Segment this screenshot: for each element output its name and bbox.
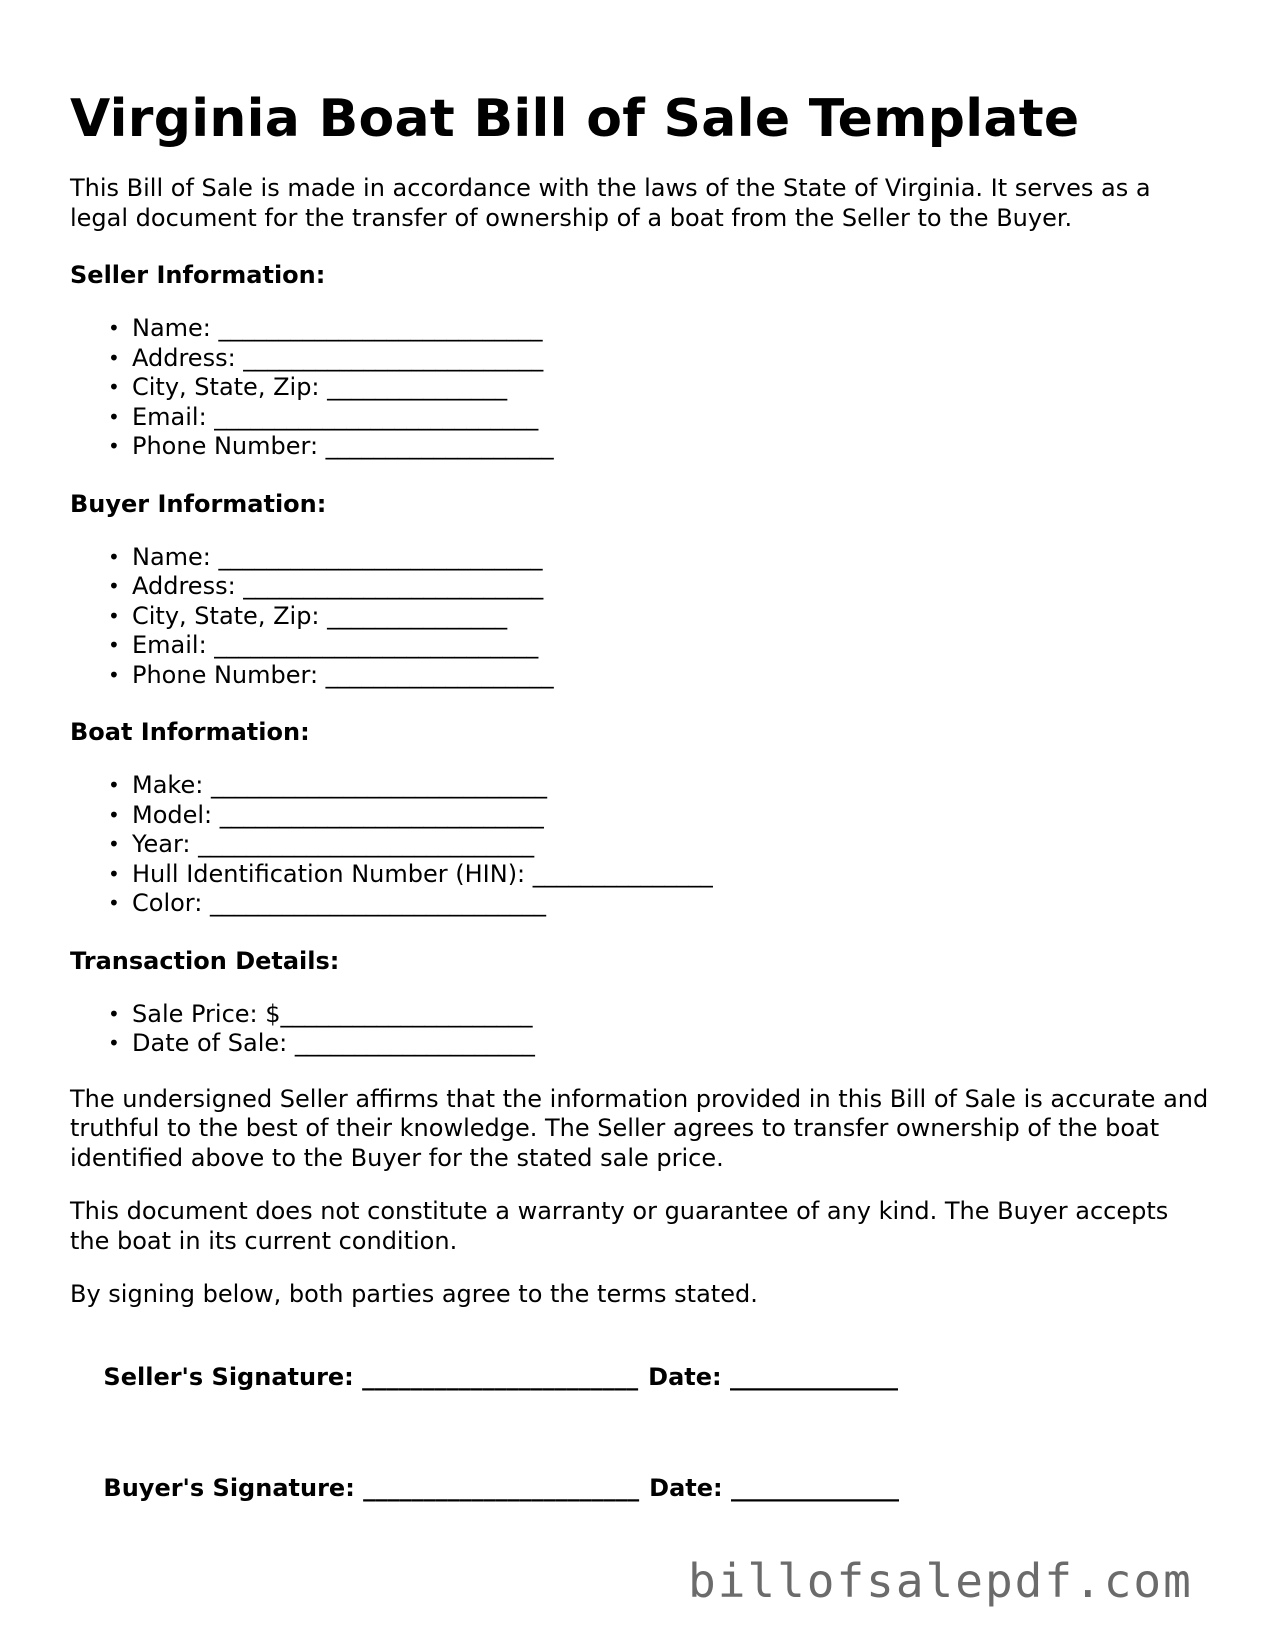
field-text: City, State, Zip: _______________ [132,601,508,630]
seller-address-field[interactable] [108,343,1210,374]
bullet-icon: • [108,891,120,915]
boat-color-field[interactable] [108,889,1210,919]
bullet-icon: • [108,802,120,827]
bullet-icon: • [108,603,120,628]
bullet-icon: • [108,404,120,429]
seller-section-heading: Seller Information: [70,261,326,289]
field-text: Color: ____________________________ [132,889,546,917]
affirmation-paragraph: The undersigned Seller affirms that the information provided in this Bill of Sale is accurate and truthful to the best of their knowledge. The Seller agrees to transfer ownership of the boat identified above to the Buyer for the stated sale price. [70,1084,1209,1172]
seller-email-field[interactable] [108,402,1210,433]
agreement-paragraph: By signing below, both parties agree to the terms stated. [70,1280,758,1308]
field-text: Hull Identification Number (HIN): _______________ [132,859,713,888]
buyer-phone-field[interactable] [108,660,1210,691]
seller-date-field[interactable]: Date: ______________ [648,1362,898,1391]
bullet-icon: • [108,1031,120,1055]
field-text: Model: ___________________________ [132,800,544,829]
buyer-address-field[interactable] [108,572,1210,602]
seller-name-field[interactable] [108,314,1210,344]
boat-model-field[interactable] [108,800,1210,831]
buyer-signature-field[interactable]: Buyer's Signature: _______________________ [103,1473,640,1502]
field-text: Email: ___________________________ [132,402,539,431]
field-text: Email: ___________________________ [132,631,539,659]
field-text: Sale Price: $_____________________ [132,999,533,1028]
bullet-icon: • [108,662,120,687]
seller-signature-line [70,1334,1210,1421]
transaction-field-list [70,1000,1210,1059]
seller-signature-field[interactable]: Seller's Signature: _______________________ [103,1362,639,1391]
boat-make-field[interactable] [108,771,1210,801]
buyer-email-field[interactable] [108,631,1210,661]
bullet-icon: • [108,345,120,370]
field-text: Address: _________________________ [132,572,544,600]
watermark: billofsalepdf.com [688,1554,1193,1608]
bullet-icon: • [108,773,120,797]
field-text: Address: _________________________ [132,343,544,372]
field-text: Phone Number: ___________________ [132,432,554,460]
sale-price-field[interactable] [108,999,1210,1030]
intro-paragraph: This Bill of Sale is made in accordance with the laws of the State of Virginia. It serves as a legal document for the transfer of ownership of a boat from the Seller to the Buyer. [70,174,1151,232]
field-text: Name: ___________________________ [132,542,543,571]
field-text: Year: ____________________________ [132,830,535,858]
bullet-icon: • [108,832,120,856]
field-text: Name: ___________________________ [132,314,543,342]
buyer-field-list [70,543,1210,691]
buyer-signature-line [70,1445,1210,1532]
boat-section-heading: Boat Information: [70,718,310,746]
field-text: Date of Sale: ____________________ [132,1029,535,1057]
field-text: City, State, Zip: _______________ [132,373,508,401]
bullet-icon: • [108,434,120,458]
field-text: Make: ____________________________ [132,771,547,799]
bullet-icon: • [108,1001,120,1026]
bill-of-sale-document [70,84,1210,1532]
bullet-icon: • [108,316,120,340]
page-title: Virginia Boat Bill of Sale Template [70,89,1080,149]
field-text: Phone Number: ___________________ [132,660,554,689]
buyer-date-field[interactable]: Date: ______________ [649,1473,899,1502]
bullet-icon: • [108,375,120,399]
seller-field-list [70,314,1210,462]
buyer-section-heading: Buyer Information: [70,489,327,518]
seller-phone-field[interactable] [108,432,1210,462]
date-of-sale-field[interactable] [108,1029,1210,1059]
bullet-icon: • [108,633,120,657]
buyer-city-state-zip-field[interactable] [108,601,1210,632]
bullet-icon: • [108,574,120,598]
boat-hin-field[interactable] [108,859,1210,890]
buyer-name-field[interactable] [108,542,1210,573]
transaction-section-heading: Transaction Details: [70,946,340,975]
boat-year-field[interactable] [108,830,1210,860]
bullet-icon: • [108,861,120,886]
bullet-icon: • [108,544,120,569]
boat-field-list [70,771,1210,919]
warranty-paragraph: This document does not constitute a warranty or guarantee of any kind. The Buyer accepts the boat in its current condition. [70,1197,1169,1255]
seller-city-state-zip-field[interactable] [108,373,1210,403]
